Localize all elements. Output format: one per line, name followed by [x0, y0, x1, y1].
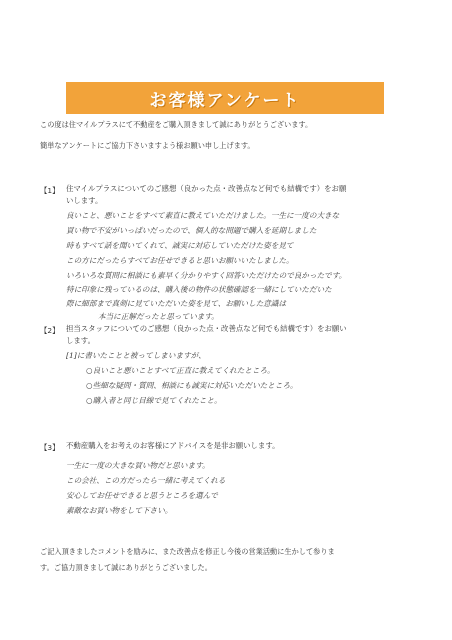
section-3-question: 不動産購入をお考えのお客様にアドバイスを是非お願いします。 [66, 441, 280, 450]
section-1-answer-line-6: 特に印象に残っているのは、購入後の物件の状態確認を一緒にしていただいた [66, 285, 332, 294]
section-2-question [66, 323, 347, 347]
section-1-answer-line-7: 際に細部まで真剣に見ていただいた姿を見て、お願いした意識は [66, 299, 287, 308]
section-1-question [66, 183, 346, 207]
section-1-answer-line-2: 買い物で不安がいっぱいだったので、個人的な問題で購入を延期しました [66, 226, 317, 235]
section-2-answer-line-1: [1]に書いたことと被ってしまいますが、 [66, 351, 206, 360]
section-1-answer-line-1: 良いこと、悪いことをすべて素直に教えていただけました。一生に一度の大きな [66, 211, 340, 220]
section-2-answer-line-2: ○良いこと悪いことすべて正直に教えてくれたところ。 [86, 366, 275, 375]
section-1-question-line-1: 住マイルプラスについてのご感想（良かった点・改善点など何でも結構です）をお願 [66, 184, 347, 193]
section-3-answer-line-1: 一生に一度の大きな買い物だと思います。 [66, 461, 210, 470]
section-1-question-line-2: いします。 [66, 196, 103, 205]
section-3-answer-line-4: 素敵なお買い物をして下さい。 [66, 506, 173, 515]
section-3-answer-line-3: 安心してお任せできると思うところを選んで [66, 491, 218, 500]
section-1-answer-line-8: 本当に正解だったと思っています。 [98, 312, 219, 321]
intro-line-1: この度は住マイルプラスにて不動産をご購入頂きまして誠にありがとうございます。 [40, 120, 313, 129]
section-2-question-line-2: します。 [66, 336, 95, 345]
section-3-answer-line-2: この会社、この方だったら一緒に考えてくれる [66, 476, 226, 485]
section-2-question-line-1: 担当スタッフについてのご感想（良かった点・改善点など何でも結構です）をお願い [66, 324, 347, 333]
page-title: お客様アンケート [149, 90, 301, 111]
outro-line-2: す。ご協力頂きまして誠にありがとうございました。 [40, 563, 212, 572]
section-2-label: 【2】 [40, 326, 60, 335]
section-1-answer-line-3: 時もすべて話を聞いてくれて、誠実に対応していただけた姿を見て [66, 241, 294, 250]
section-1-answer-line-4: この方にだったらすべてお任せできると思いお願いいたしました。 [66, 256, 294, 265]
title-banner [66, 82, 384, 114]
section-1-answer-line-5: いろいろな質問に相談にも素早く分かりやすく回答いただけたので良かったです。 [66, 271, 347, 280]
intro-line-2: 簡単なアンケートにご協力下さいますよう様お願い申し上げます。 [40, 141, 255, 150]
section-1-label: 【1】 [40, 186, 60, 195]
outro-line-1: ご記入頂きましたコメントを励みに、また改善点を修正し今後の営業活動に生かして参りま [40, 547, 335, 556]
section-2-answer-line-3: ○些細な疑問・質問、相談にも誠実に対応いただいたところ。 [86, 381, 298, 390]
section-2-answer-line-4: ○購入者と同じ目線で見てくれたこと。 [86, 396, 222, 405]
section-3-label: 【3】 [40, 443, 60, 452]
